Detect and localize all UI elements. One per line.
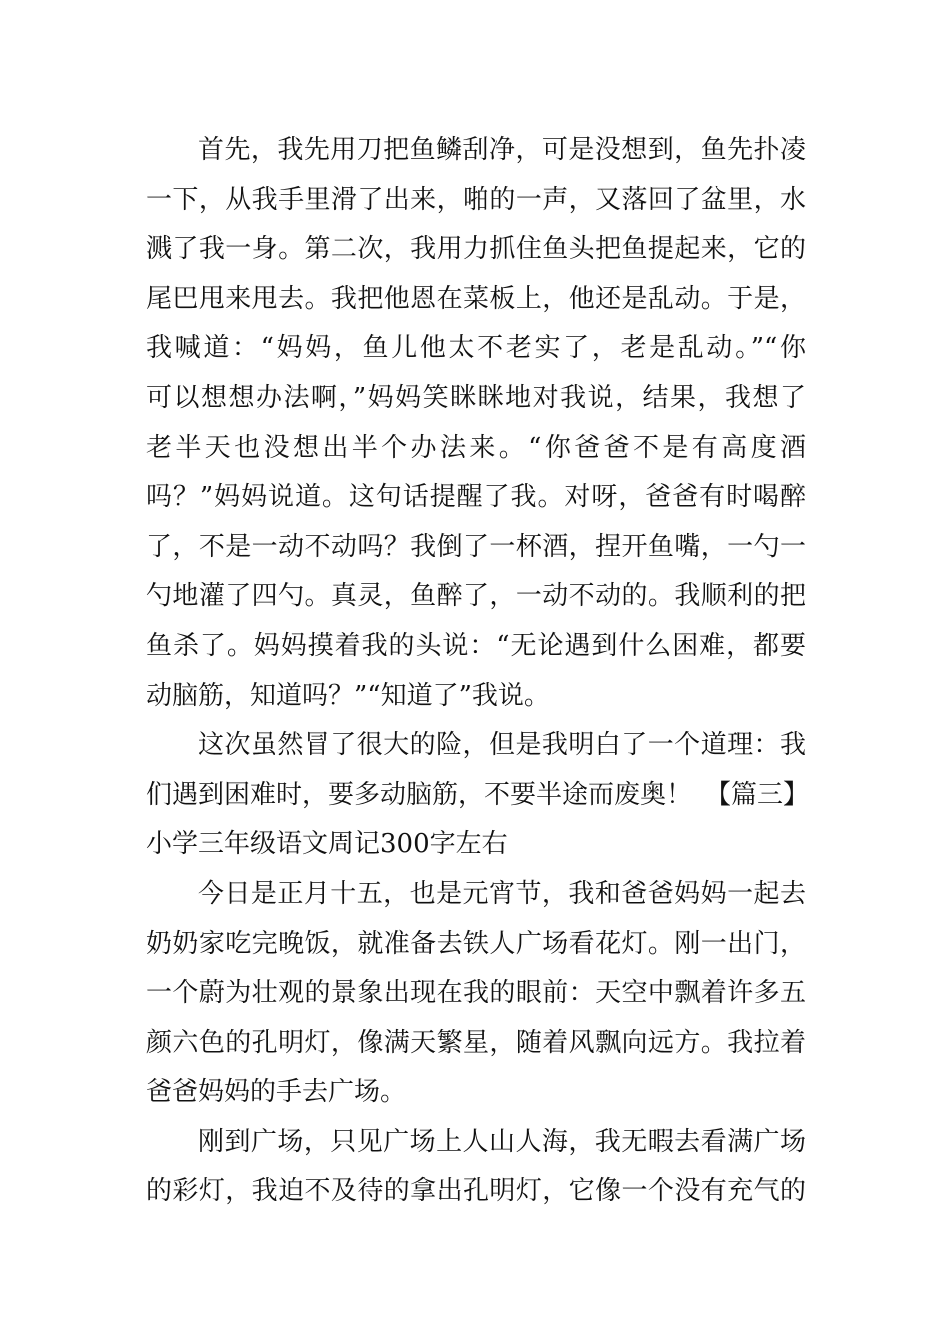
paragraph-1-line-7: 老半天也没想出半个办法来。“你爸爸不是有高度酒: [146, 432, 806, 463]
paragraph-3-line-2: 奶奶家吃完晚饭，就准备去铁人广场看花灯。刚一出门，: [146, 928, 806, 959]
paragraph-1-line-10: 勺地灌了四勺。真灵，鱼醉了，一动不动的。我顺利的把: [146, 581, 806, 612]
paragraph-1-line-2: 一下，从我手里滑了出来，啪的一声，又落回了盆里，水: [146, 184, 806, 215]
paragraph-1-line-9: 了，不是一动不动吗？我倒了一杯酒，捏开鱼嘴，一勺一: [146, 531, 806, 562]
paragraph-4-line-1: 刚到广场，只见广场上人山人海，我无暇去看满广场: [198, 1126, 806, 1157]
paragraph-1-line-3: 溅了我一身。第二次，我用力抓住鱼头把鱼提起来，它的: [146, 234, 806, 265]
paragraph-3-line-5: 爸爸妈妈的手去广场。: [146, 1077, 407, 1108]
paragraph-1-line-6: 可以想想办法啊，”妈妈笑眯眯地对我说，结果，我想了: [146, 382, 806, 413]
paragraph-1-line-11: 鱼杀了。妈妈摸着我的头说：“无论遇到什么困难，都要: [146, 630, 806, 661]
paragraph-3-line-1: 今日是正月十五，也是元宵节，我和爸爸妈妈一起去: [198, 878, 806, 909]
paragraph-1-line-4: 尾巴甩来甩去。我把他恩在菜板上，他还是乱动。于是，: [146, 283, 806, 314]
paragraph-3-line-3: 一个蔚为壮观的景象出现在我的眼前：天空中飘着许多五: [146, 978, 806, 1009]
paragraph-1-line-8: 吗？”妈妈说道。这句话提醒了我。对呀，爸爸有时喝醉: [146, 482, 806, 513]
paragraph-1-line-5: 我喊道：“妈妈，鱼儿他太不老实了，老是乱动。”“你: [146, 333, 806, 364]
paragraph-3-line-4: 颜六色的孔明灯，像满天繁星，随着风飘向远方。我拉着: [146, 1027, 806, 1058]
section-heading-line: 小学三年级语文周记300字左右: [146, 829, 508, 860]
paragraph-2-line-1: 这次虽然冒了很大的险，但是我明白了一个道理：我: [198, 730, 806, 761]
paragraph-2-line-2: 们遇到困难时，要多动脑筋，不要半途而废奥！ 【篇三】: [146, 779, 810, 810]
paragraph-4-line-2: 的彩灯，我迫不及待的拿出孔明灯，它像一个没有充气的: [146, 1176, 806, 1207]
paragraph-1-line-12: 动脑筋，知道吗？”“知道了”我说。: [146, 680, 550, 711]
paragraph-1-line-1: 首先，我先用刀把鱼鳞刮净，可是没想到，鱼先扑凌: [198, 135, 806, 165]
document-body: [146, 126, 810, 1217]
